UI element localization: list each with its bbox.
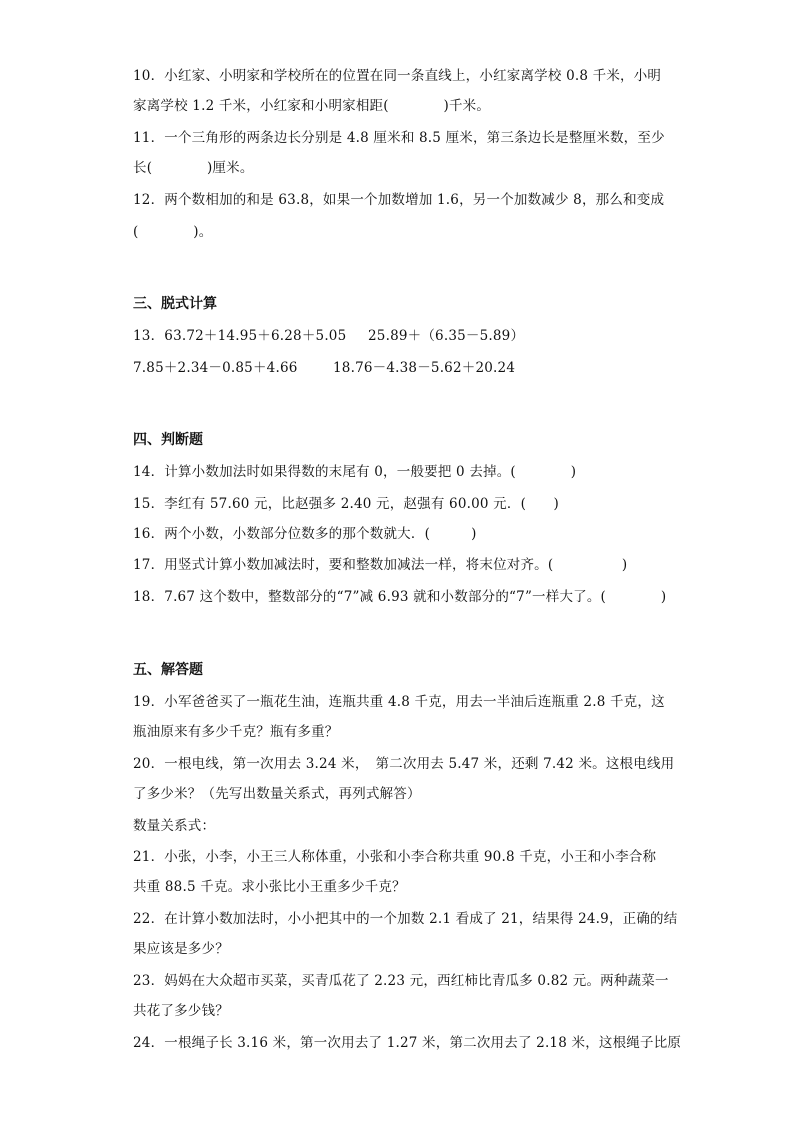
question-13-expr-d: 18.76－4.38－5.62＋20.24 [333,360,516,376]
question-12-line-1: 12．两个数相加的和是 63.8，如果一个加数增加 1.6，另一个加数减少 8，那么和变成 [133,192,665,208]
section-5-heading: 五、解答题 [133,662,203,678]
section-3-heading: 三、脱式计算 [133,296,217,312]
question-16: 16．两个小数，小数部分位数多的那个数就大．( ) [133,526,477,542]
question-23-line-2: 共花了多少钱？ [133,1003,229,1019]
question-19-line-2: 瓶油原来有多少千克？瓶有多重？ [133,724,339,740]
question-15: 15．李红有 57.60 元，比赵强多 2.40 元，赵强有 60.00 元．( ) [133,496,559,512]
question-12-line-2: ( )。 [133,224,213,240]
question-10-line-1: 10．小红家、小明家和学校所在的位置在同一条直线上，小红家离学校 0.8 千米，小明 [133,68,662,84]
question-13-expr-a: 13．63.72＋14.95＋6.28＋5.05 [133,328,347,344]
question-18: 18．7.67 这个数中，整数部分的“7”减 6.93 就和小数部分的“7”一样大了。( ) [133,589,667,605]
question-11-line-1: 11．一个三角形的两条边长分别是 4.8 厘米和 8.5 厘米，第三条边长是整厘米数，至少 [133,130,665,146]
question-20-line-2: 了多少米？（先写出数量关系式，再列式解答） [133,786,421,802]
question-20-relation-label: 数量关系式： [133,818,216,834]
question-23-line-1: 23．妈妈在大众超市买菜，买青瓜花了 2.23 元，西红柿比青瓜多 0.82 元。两种蔬菜一 [133,973,669,989]
question-20-line-1: 20．一根电线，第一次用去 3.24 米， 第二次用去 5.47 米，还剩 7.42 米。这根电线用 [133,756,675,772]
question-24-line-1: 24．一根绳子长 3.16 米，第一次用去了 1.27 米，第二次用去了 2.18 米，这根绳子比原 [133,1035,682,1051]
question-22-line-1: 22．在计算小数加法时，小小把其中的一个加数 2.1 看成了 21，结果得 24.9，正确的结 [133,911,678,927]
section-4-heading: 四、判断题 [133,432,203,448]
question-14: 14．计算小数加法时如果得数的末尾有 0，一般要把 0 去掉。( ) [133,464,577,480]
question-22-line-2: 果应该是多少？ [133,941,229,957]
question-21-line-2: 共重 88.5 千克。求小张比小王重多少千克？ [133,879,406,895]
question-17: 17．用竖式计算小数加减法时，要和整数加减法一样，将末位对齐。( ) [133,557,628,573]
question-11-line-2: 长( )厘米。 [133,160,254,176]
question-13-expr-c: 7.85＋2.34－0.85＋4.66 [133,360,298,376]
question-13-expr-b: 25.89＋（6.35－5.89） [368,328,525,344]
question-21-line-1: 21．小张，小李，小王三人称体重，小张和小李合称共重 90.8 千克，小王和小李合称 [133,849,657,865]
question-19-line-1: 19．小军爸爸买了一瓶花生油，连瓶共重 4.8 千克，用去一半油后连瓶重 2.8 千克，这 [133,694,665,710]
question-10-line-2: 家离学校 1.2 千米，小红家和小明家相距( )千米。 [133,98,491,114]
